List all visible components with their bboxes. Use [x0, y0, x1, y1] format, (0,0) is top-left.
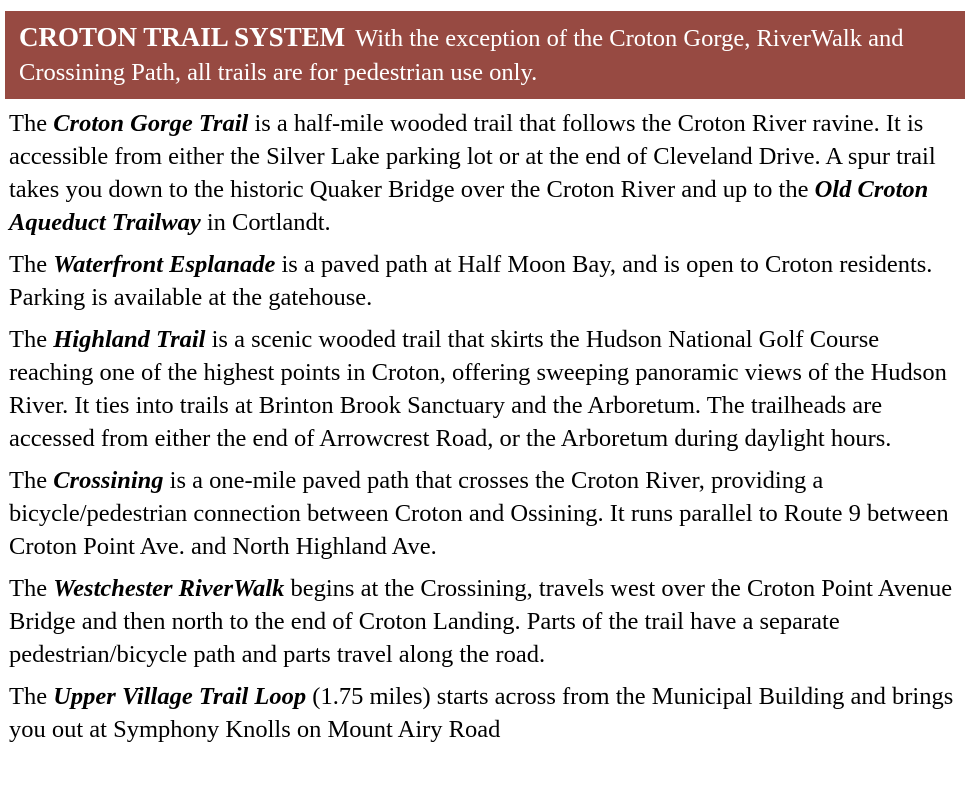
- header-banner: [5, 11, 965, 99]
- paragraph-croton-gorge-trail: The Croton Gorge Trail is a half-mile wooded trail that follows the Croton River ravine. It is accessible from either the Silver Lake parking lot or at the end of Cleveland Drive. A spur trail takes you down to the historic Quaker Bridge over the Croton River and up to the Old Croton Aqueduct Trailway in Cortlandt.: [9, 110, 936, 236]
- trail-name-waterfront-esplanade: Waterfront Esplanade: [53, 251, 276, 278]
- trail-name-croton-gorge: Croton Gorge Trail: [53, 110, 249, 137]
- paragraph-crossining: The Crossining is a one-mile paved path that crosses the Croton River, providing a bicycle/pedestrian connection between Croton and Ossining. It runs parallel to Route 9 between Croton Point Ave. and North Highland Ave.: [9, 467, 949, 560]
- paragraph-upper-village-trail-loop: The Upper Village Trail Loop (1.75 miles) starts across from the Municipal Building and brings you out at Symphony Knolls on Mount Airy Road: [9, 683, 954, 743]
- trail-name-upper-village-loop: Upper Village Trail Loop: [53, 683, 307, 710]
- paragraph-highland-trail: The Highland Trail is a scenic wooded trail that skirts the Hudson National Golf Course reaching one of the highest points in Croton, offering sweeping panoramic views of the Hudson River. It ties into trails at Brinton Brook Sanctuary and the Arboretum. The trailheads are accessed from either the end of Arrowcrest Road, or the Arboretum during daylight hours.: [9, 326, 947, 452]
- trail-name-crossining: Crossining: [53, 467, 164, 494]
- page-title: CROTON TRAIL SYSTEM: [19, 22, 346, 52]
- trail-name-highland: Highland Trail: [53, 326, 206, 353]
- trail-name-westchester-riverwalk: Westchester RiverWalk: [53, 575, 285, 602]
- paragraph-waterfront-esplanade: The Waterfront Esplanade is a paved path at Half Moon Bay, and is open to Croton residents. Parking is available at the gatehouse.: [9, 251, 933, 311]
- paragraph-westchester-riverwalk: The Westchester RiverWalk begins at the Crossining, travels west over the Croton Point Avenue Bridge and then north to the end of Croton Landing. Parts of the trail have a separate pedestrian/bicycle path and parts travel along the road.: [9, 575, 953, 668]
- header-subtitle: With the exception of the Croton Gorge, RiverWalk and Crossining Path, all trails are for pedestrian use only.: [19, 25, 904, 86]
- trail-descriptions: [9, 107, 964, 755]
- trail-name-old-croton-aqueduct: Old Croton Aqueduct Trailway: [9, 176, 929, 236]
